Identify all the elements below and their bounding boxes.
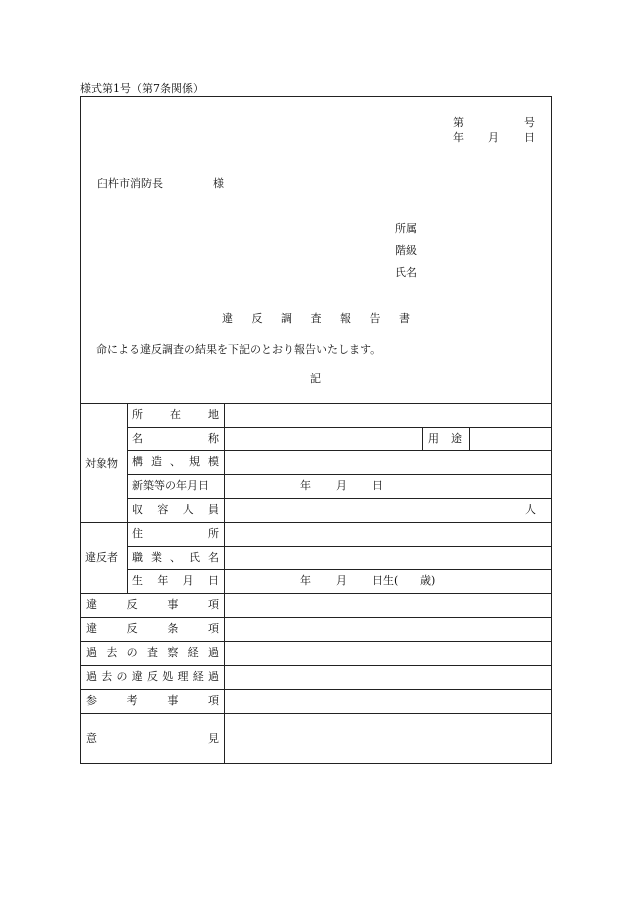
row-line <box>80 713 552 714</box>
table-top-line <box>80 403 552 404</box>
group-line <box>80 522 552 523</box>
row-line <box>80 593 552 594</box>
date-month: 月 <box>488 131 499 144</box>
occupation-label: 職 業 、 氏 名 <box>132 551 219 564</box>
violation-matter-label: 違 反 事 項 <box>86 598 219 611</box>
built-day: 日 <box>372 479 383 492</box>
capacity-unit: 人 <box>525 503 536 516</box>
reference-label: 参 考 事 項 <box>86 694 219 707</box>
reporter-name: 氏名 <box>395 266 417 279</box>
birth-label: 生 年 月 日 <box>132 574 219 587</box>
reporter-affiliation: 所属 <box>395 222 417 235</box>
use-label: 用 途 <box>428 432 462 445</box>
form-frame <box>80 96 552 764</box>
row-line <box>127 569 552 570</box>
inspection-history-label: 過 去 の 査 察 経 過 <box>86 646 219 659</box>
row-line <box>80 617 552 618</box>
number-suffix: 号 <box>524 116 535 129</box>
address-label: 住 所 <box>132 527 219 540</box>
addressee-name: 臼杵市消防長 <box>97 177 163 190</box>
date-day: 日 <box>524 131 535 144</box>
built-date-label: 新築等の年月日 <box>132 479 209 492</box>
structure-label: 構 造 、 規 模 <box>132 455 219 468</box>
use-divider-left <box>422 427 423 450</box>
document-title: 違 反 調 査 報 告 書 <box>222 312 410 325</box>
row-line <box>80 665 552 666</box>
disposition-history-label: 過 去 の 違 反 処 理 経 過 <box>86 670 219 683</box>
built-month: 月 <box>336 479 347 492</box>
label-divider-line <box>224 403 225 764</box>
addressee-honorific: 様 <box>213 177 224 190</box>
date-year: 年 <box>453 131 464 144</box>
use-divider-right <box>469 427 470 450</box>
age-suffix: 歳) <box>420 574 436 587</box>
birth-month: 月 <box>336 574 347 587</box>
intro-text: 命による違反調査の結果を下記のとおり報告いたします。 <box>96 343 382 356</box>
violator-group-label: 違反者 <box>85 551 118 564</box>
birth-day-age: 日生( <box>372 574 399 587</box>
row-line <box>127 450 552 451</box>
reporter-rank: 階級 <box>395 244 417 257</box>
row-line <box>80 641 552 642</box>
location-label: 所 在 地 <box>132 408 219 421</box>
number-prefix: 第 <box>453 116 464 129</box>
capacity-label: 収 容 人 員 <box>132 503 219 516</box>
row-line <box>127 546 552 547</box>
ki-label: 記 <box>310 372 321 385</box>
opinion-label: 意 見 <box>86 732 219 745</box>
row-line <box>127 474 552 475</box>
form-label: 様式第1号（第7条関係） <box>80 82 204 95</box>
built-year: 年 <box>300 479 311 492</box>
name-label: 名 称 <box>132 432 219 445</box>
birth-year: 年 <box>300 574 311 587</box>
row-line <box>127 427 552 428</box>
violation-clause-label: 違 反 条 項 <box>86 622 219 635</box>
row-line <box>127 498 552 499</box>
row-line <box>80 689 552 690</box>
object-group-label: 対象物 <box>85 457 118 470</box>
